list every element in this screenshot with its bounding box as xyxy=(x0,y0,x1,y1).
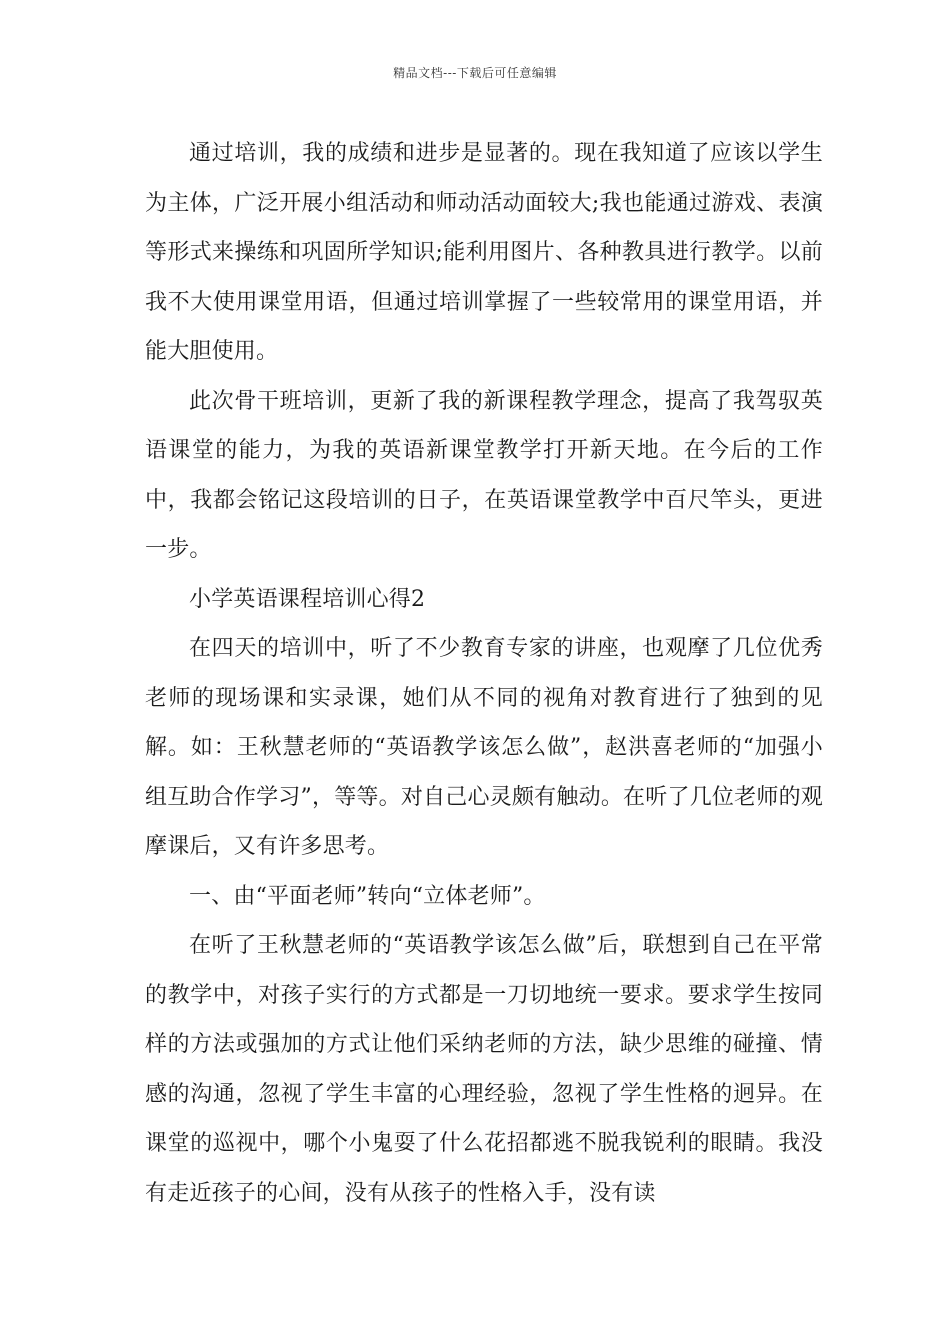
subheading-one: 一、由“平面老师”转向“立体老师”。 xyxy=(189,883,546,909)
paragraph-backbone-class: 此次骨干班培训，更新了我的新课程教学理念，提高了我驾驭英语课堂的能力，为我的英语新课堂教学打开新天地。在今后的工作中，我都会铭记这段培训的日子，在英语课堂教学中百尺竿头，更进一步。 xyxy=(145,388,823,562)
paragraph-four-days: 在四天的培训中，听了不少教育专家的讲座，也观摩了几位优秀老师的现场课和实录课，她们从不同的视角对教育进行了独到的见解。如：王秋慧老师的“英语教学该怎么做”，赵洪喜老师的“加强小组互助合作学习”，等等。对自己心灵颇有触动。在听了几位老师的观摩课后，又有许多思考。 xyxy=(145,636,823,859)
paragraph-training-results: 通过培训，我的成绩和进步是显著的。现在我知道了应该以学生为主体，广泛开展小组活动和师动活动面较大;我也能通过游戏、表演等形式来操练和巩固所学知识;能利用图片、各种教具进行教学。以前我不大使用课堂用语，但通过培训掌握了一些较常用的课堂用语，并能大胆使用。 xyxy=(145,141,823,364)
page-header: 精品文档---下载后可任意编辑 xyxy=(393,66,557,80)
document-body xyxy=(145,129,823,1218)
paragraph-reflection: 在听了王秋慧老师的“英语教学该怎么做”后，联想到自己在平常的教学中，对孩子实行的方式都是一刀切地统一要求。要求学生按同样的方法或强加的方式让他们采纳老师的方法，缺少思维的碰撞、情感的沟通，忽视了学生丰富的心理经验，忽视了学生性格的迥异。在课堂的巡视中，哪个小鬼耍了什么花招都逃不脱我锐利的眼睛。我没有走近孩子的心间，没有从孩子的性格入手，没有读 xyxy=(145,933,823,1206)
section-title: 小学英语课程培训心得2 xyxy=(189,586,426,612)
